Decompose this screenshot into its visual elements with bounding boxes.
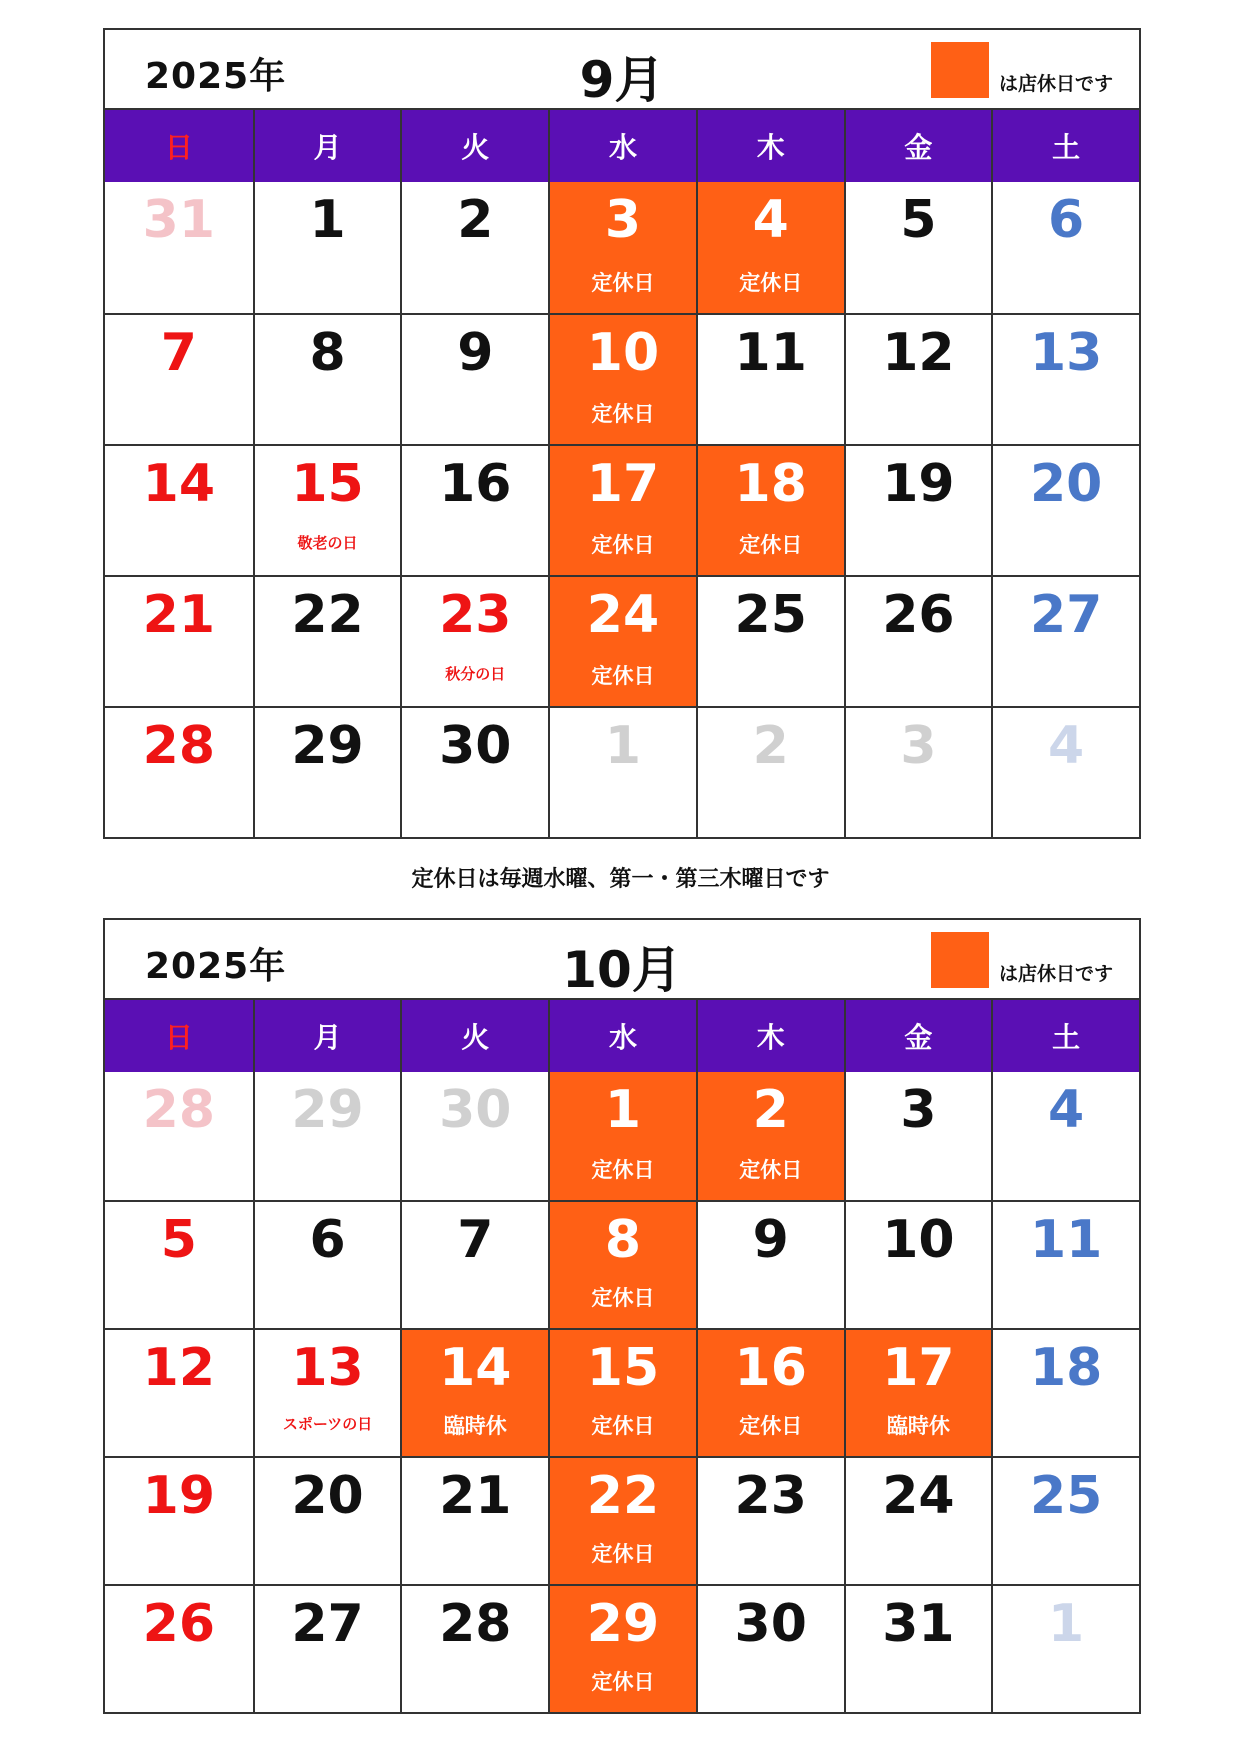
legend-text: は店休日です — [998, 963, 1113, 985]
month-label: 9月 — [579, 51, 665, 109]
day-cell — [696, 444, 844, 575]
day-number: 7 — [457, 1210, 494, 1270]
weekday-header-row — [105, 110, 1139, 182]
day-number: 4 — [752, 190, 789, 250]
day-cell — [696, 1328, 844, 1456]
day-cell — [844, 1456, 992, 1584]
day-cell — [105, 1584, 253, 1712]
closed-color-swatch — [931, 932, 989, 988]
weekday-monday: 月 — [253, 110, 401, 182]
day-cell — [548, 1584, 696, 1712]
day-number: 18 — [1029, 1338, 1103, 1398]
weekday-tuesday: 火 — [400, 110, 548, 182]
day-cell — [991, 1328, 1139, 1456]
day-cell — [991, 1456, 1139, 1584]
day-number: 19 — [142, 1466, 216, 1526]
day-number: 1 — [604, 716, 642, 776]
calendar-october — [103, 918, 1141, 1714]
closed-label: 定休日 — [591, 1414, 655, 1438]
day-number: 8 — [309, 323, 346, 383]
day-number: 13 — [1029, 323, 1103, 383]
day-cell — [400, 444, 548, 575]
legend — [931, 42, 1113, 98]
day-number: 25 — [1029, 1466, 1103, 1526]
day-number: 2 — [457, 190, 494, 250]
day-number: 27 — [291, 1594, 364, 1654]
holiday-label: スポーツの日 — [282, 1415, 373, 1433]
weekday-saturday: 土 — [991, 1000, 1139, 1072]
weekday-thursday: 木 — [696, 110, 844, 182]
closed-label: 定休日 — [591, 664, 655, 688]
day-cell — [400, 1584, 548, 1712]
day-cell — [400, 1456, 548, 1584]
closed-label: 定休日 — [591, 1542, 655, 1566]
day-number: 11 — [734, 323, 807, 383]
day-cell — [696, 1584, 844, 1712]
day-cell — [696, 575, 844, 706]
day-number: 29 — [291, 1080, 364, 1140]
day-number: 2 — [752, 716, 789, 776]
day-number: 1 — [1048, 1594, 1085, 1654]
day-cell — [844, 1200, 992, 1328]
day-number: 7 — [160, 323, 197, 383]
day-number: 8 — [604, 1210, 642, 1270]
day-number: 10 — [586, 323, 660, 383]
day-number: 29 — [586, 1594, 660, 1654]
day-number: 1 — [309, 190, 346, 250]
day-number: 11 — [1029, 1210, 1103, 1270]
day-cell — [696, 182, 844, 313]
weekday-header-row — [105, 1000, 1139, 1072]
day-number: 28 — [439, 1594, 512, 1654]
year-label: 2025年 — [145, 946, 287, 987]
day-number: 16 — [734, 1338, 807, 1398]
day-cell — [400, 313, 548, 444]
day-cell — [105, 1200, 253, 1328]
day-cell — [253, 182, 401, 313]
day-number: 3 — [900, 1080, 937, 1140]
day-number: 18 — [734, 454, 807, 514]
day-number: 15 — [586, 1338, 660, 1398]
day-cell — [253, 575, 401, 706]
calendar-september — [103, 28, 1141, 839]
day-number: 23 — [439, 585, 512, 645]
closed-label: 定休日 — [739, 1158, 803, 1182]
day-number: 19 — [882, 454, 955, 514]
day-cell — [844, 1328, 992, 1456]
closing-days-footnote: 定休日は毎週水曜、第一・第三木曜日です — [411, 867, 830, 892]
day-number: 27 — [1029, 585, 1103, 645]
day-cell — [105, 182, 253, 313]
day-number: 24 — [882, 1466, 955, 1526]
closed-label: 定休日 — [739, 533, 803, 557]
day-number: 26 — [142, 1594, 216, 1654]
day-cell — [548, 1072, 696, 1200]
day-cell — [844, 1072, 992, 1200]
day-number: 1 — [604, 1080, 642, 1140]
day-cell — [400, 182, 548, 313]
day-number: 28 — [142, 716, 216, 776]
day-number: 6 — [1048, 190, 1085, 250]
holiday-label: 敬老の日 — [297, 534, 358, 552]
day-cell — [105, 1072, 253, 1200]
day-cell — [253, 444, 401, 575]
day-cell — [253, 1328, 401, 1456]
day-cell — [844, 1584, 992, 1712]
holiday-label: 秋分の日 — [445, 665, 506, 683]
day-number: 31 — [142, 190, 216, 250]
day-cell — [105, 1456, 253, 1584]
day-cell — [548, 1200, 696, 1328]
day-cell — [400, 706, 548, 837]
day-cell — [105, 313, 253, 444]
day-cell — [253, 313, 401, 444]
day-number: 20 — [291, 1466, 364, 1526]
day-cell — [253, 1200, 401, 1328]
closed-label: 定休日 — [591, 533, 655, 557]
day-number: 9 — [752, 1210, 789, 1270]
closed-label: 定休日 — [591, 1670, 655, 1694]
day-cell — [991, 1584, 1139, 1712]
day-number: 5 — [900, 190, 937, 250]
closed-label: 定休日 — [591, 402, 655, 426]
day-cell — [548, 182, 696, 313]
day-number: 20 — [1029, 454, 1103, 514]
weekday-sunday: 日 — [164, 1021, 193, 1054]
day-grid — [105, 182, 1139, 837]
day-cell — [844, 313, 992, 444]
day-cell — [991, 706, 1139, 837]
day-number: 12 — [882, 323, 955, 383]
day-number: 4 — [1048, 716, 1085, 776]
weekday-saturday: 土 — [991, 110, 1139, 182]
legend — [931, 932, 1113, 988]
day-number: 17 — [882, 1338, 955, 1398]
closed-label: 定休日 — [591, 1286, 655, 1310]
day-cell — [548, 706, 696, 837]
day-number: 30 — [439, 1080, 512, 1140]
day-cell — [548, 313, 696, 444]
day-cell — [696, 1200, 844, 1328]
closed-label: 定休日 — [739, 1414, 803, 1438]
day-cell — [844, 575, 992, 706]
calendar-header — [105, 30, 1139, 110]
weekday-wednesday: 水 — [548, 110, 696, 182]
day-number: 4 — [1048, 1080, 1085, 1140]
day-number: 23 — [734, 1466, 807, 1526]
day-number: 2 — [752, 1080, 789, 1140]
day-cell — [400, 1200, 548, 1328]
day-number: 12 — [142, 1338, 216, 1398]
day-number: 15 — [291, 454, 364, 514]
day-cell — [253, 1584, 401, 1712]
day-number: 6 — [309, 1210, 346, 1270]
day-number: 21 — [439, 1466, 512, 1526]
day-number: 14 — [142, 454, 216, 514]
day-cell — [548, 1328, 696, 1456]
closed-label: 臨時休 — [886, 1414, 950, 1438]
day-cell — [844, 444, 992, 575]
day-cell — [696, 313, 844, 444]
closed-color-swatch — [931, 42, 989, 98]
day-number: 22 — [291, 585, 364, 645]
day-cell — [105, 444, 253, 575]
day-number: 21 — [142, 585, 216, 645]
day-cell — [696, 706, 844, 837]
day-cell — [844, 182, 992, 313]
day-cell — [548, 444, 696, 575]
day-cell — [400, 575, 548, 706]
day-number: 17 — [586, 454, 660, 514]
day-number: 16 — [439, 454, 512, 514]
day-cell — [400, 1072, 548, 1200]
day-number: 25 — [734, 585, 807, 645]
day-number: 10 — [882, 1210, 955, 1270]
month-label: 10月 — [562, 941, 682, 999]
day-cell — [991, 444, 1139, 575]
day-number: 24 — [586, 585, 660, 645]
day-cell — [844, 706, 992, 837]
day-cell — [400, 1328, 548, 1456]
day-cell — [548, 1456, 696, 1584]
day-number: 22 — [586, 1466, 660, 1526]
day-number: 3 — [604, 190, 642, 250]
day-cell — [105, 1328, 253, 1456]
day-number: 5 — [160, 1210, 197, 1270]
day-number: 30 — [439, 716, 512, 776]
weekday-thursday: 木 — [696, 1000, 844, 1072]
day-number: 30 — [734, 1594, 807, 1654]
day-number: 31 — [882, 1594, 955, 1654]
closed-label: 定休日 — [591, 1158, 655, 1182]
day-cell — [991, 1200, 1139, 1328]
closed-label: 定休日 — [739, 271, 803, 295]
day-cell — [253, 1456, 401, 1584]
year-label: 2025年 — [145, 56, 287, 97]
day-number: 13 — [291, 1338, 364, 1398]
day-cell — [253, 706, 401, 837]
day-number: 29 — [291, 716, 364, 776]
weekday-wednesday: 水 — [548, 1000, 696, 1072]
calendar-header — [105, 920, 1139, 1000]
day-cell — [105, 575, 253, 706]
day-cell — [991, 1072, 1139, 1200]
closed-label: 臨時休 — [443, 1414, 507, 1438]
day-cell — [991, 182, 1139, 313]
day-cell — [991, 313, 1139, 444]
weekday-sunday: 日 — [164, 131, 193, 164]
day-cell — [548, 575, 696, 706]
day-cell — [253, 1072, 401, 1200]
day-number: 3 — [900, 716, 937, 776]
weekday-tuesday: 火 — [400, 1000, 548, 1072]
day-number: 14 — [439, 1338, 512, 1398]
weekday-friday: 金 — [844, 110, 992, 182]
day-cell — [991, 575, 1139, 706]
day-number: 28 — [142, 1080, 216, 1140]
day-number: 9 — [457, 323, 494, 383]
closed-label: 定休日 — [591, 271, 655, 295]
day-cell — [696, 1072, 844, 1200]
day-grid — [105, 1072, 1139, 1712]
weekday-friday: 金 — [844, 1000, 992, 1072]
legend-text: は店休日です — [998, 73, 1113, 95]
day-cell — [105, 706, 253, 837]
day-number: 26 — [882, 585, 955, 645]
day-cell — [696, 1456, 844, 1584]
weekday-monday: 月 — [253, 1000, 401, 1072]
